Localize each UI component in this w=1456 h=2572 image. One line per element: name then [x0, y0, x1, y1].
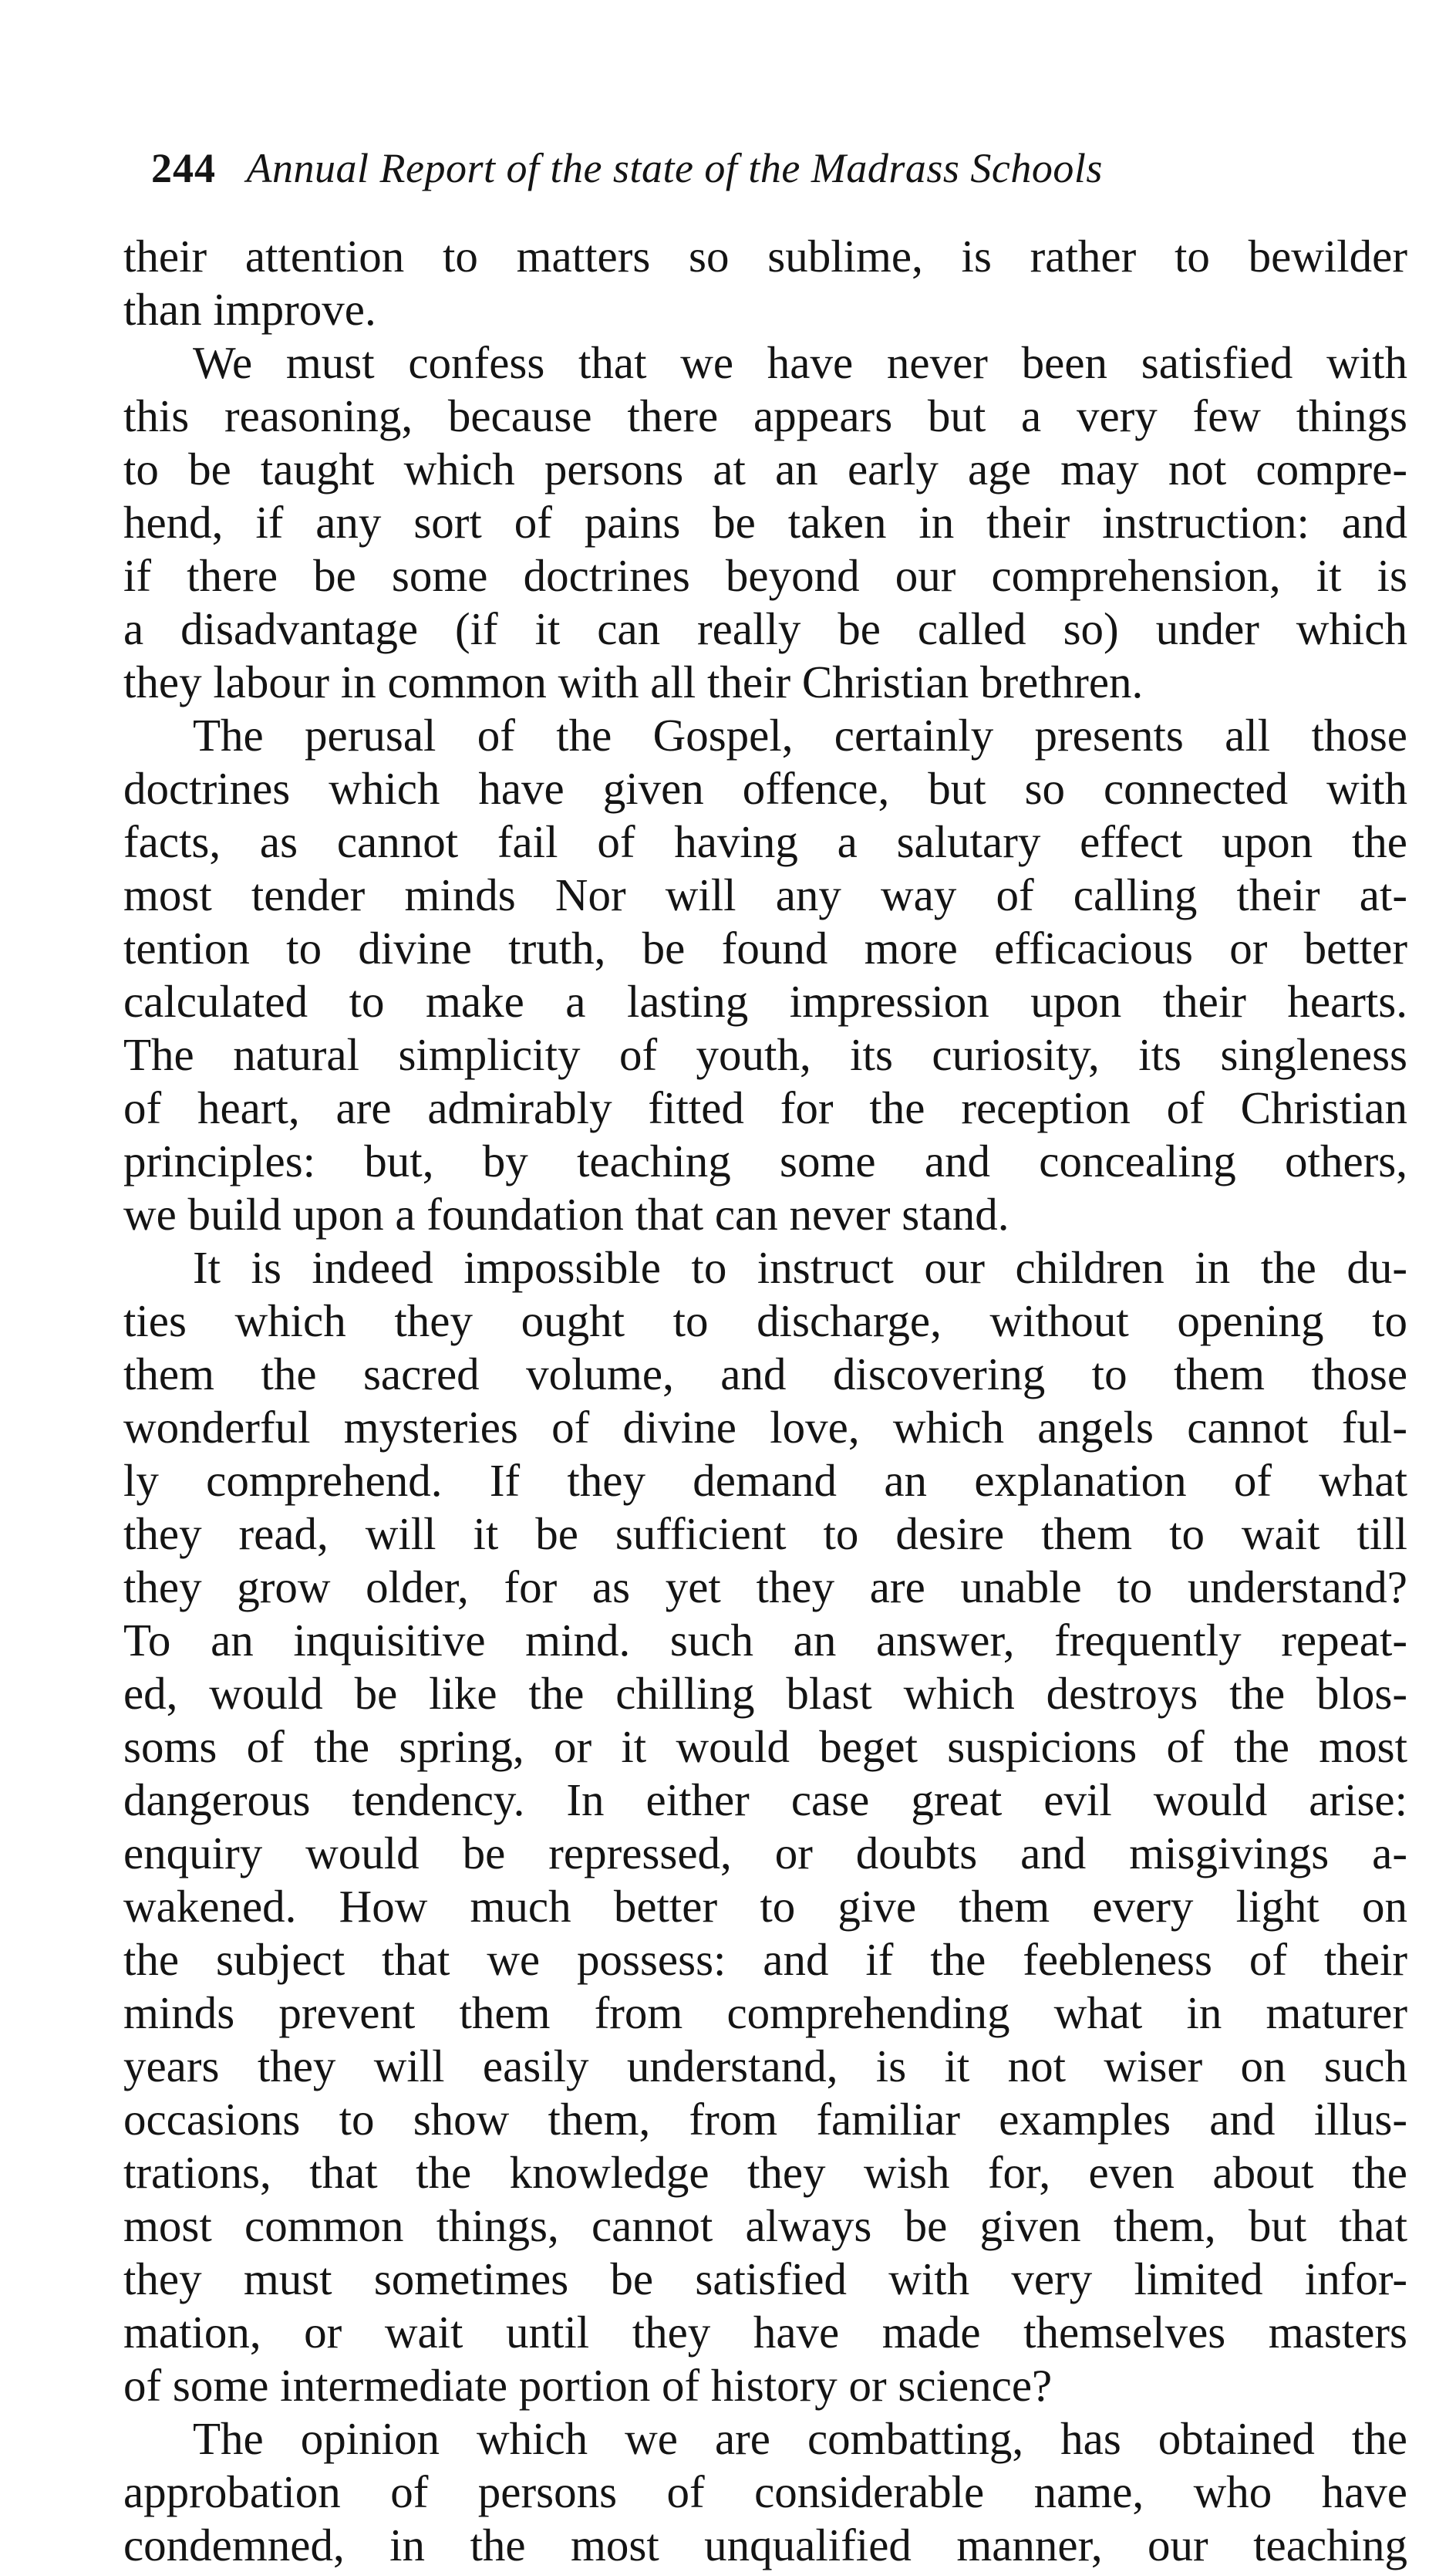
text-line: ly comprehend. If they demand an explanation of what	[123, 1455, 1407, 1506]
text-line: minds prevent them from comprehending what in maturer	[123, 1987, 1407, 2038]
text-line: they grow older, for as yet they are unable to understand?	[123, 1561, 1407, 1612]
text-line: them the sacred volume, and discovering to them those	[123, 1348, 1407, 1399]
running-head	[151, 137, 1354, 199]
text-line: ed, would be like the chilling blast which destroys the blos-	[123, 1668, 1407, 1719]
text-line: a disadvantage (if it can really be called so) under which	[123, 603, 1407, 654]
paragraph-first-line: We must confess that we have never been satisfied with	[193, 337, 1407, 388]
paragraph-first-line: The perusal of the Gospel, certainly presents all those	[193, 710, 1407, 761]
text-line: calculated to make a lasting impression upon their hearts.	[123, 976, 1407, 1027]
text-line: of heart, are admirably fitted for the reception of Christian	[123, 1082, 1407, 1133]
text-line: their attention to matters so sublime, is rather to bewilder	[123, 231, 1407, 282]
text-line: they must sometimes be satisfied with very limited infor-	[123, 2253, 1407, 2304]
text-line: soms of the spring, or it would beget suspicions of the most	[123, 1721, 1407, 1772]
text-line: wakened. How much better to give them every light on	[123, 1881, 1407, 1932]
running-title: Annual Report of the state of the Madrass Schools	[246, 145, 1103, 191]
text-line: facts, as cannot fail of having a salutary effect upon the	[123, 816, 1407, 867]
text-line: if there be some doctrines beyond our comprehension, it is	[123, 550, 1407, 601]
text-line: principles: but, by teaching some and concealing others,	[123, 1136, 1407, 1186]
text-line: to be taught which persons at an early age may not compre-	[123, 444, 1407, 494]
text-line: the subject that we possess: and if the feebleness of their	[123, 1934, 1407, 1985]
text-line: most tender minds Nor will any way of calling their at-	[123, 869, 1407, 920]
text-line: occasions to show them, from familiar examples and illus-	[123, 2094, 1407, 2145]
page-number: 244	[151, 145, 216, 191]
text-line: dangerous tendency. In either case great evil would arise:	[123, 1774, 1407, 1825]
text-line: condemned, in the most unqualified manner, our teaching	[123, 2520, 1407, 2570]
text-line: hend, if any sort of pains be taken in their instruction: and	[123, 497, 1407, 548]
text-line: most common things, cannot always be given them, but that	[123, 2200, 1407, 2251]
text-line: tention to divine truth, be found more efficacious or better	[123, 923, 1407, 974]
text-line: we build upon a foundation that can never stand.	[123, 1189, 1009, 1240]
text-line: To an inquisitive mind. such an answer, frequently repeat-	[123, 1615, 1407, 1666]
text-line: than improve.	[123, 284, 376, 335]
text-line: ties which they ought to discharge, without opening to	[123, 1295, 1407, 1346]
text-line: this reasoning, because there appears but a very few things	[123, 390, 1407, 441]
text-line: wonderful mysteries of divine love, which angels cannot ful-	[123, 1402, 1407, 1453]
text-line: The natural simplicity of youth, its curiosity, its singleness	[123, 1029, 1407, 1080]
text-line: years they will easily understand, is it not wiser on such	[123, 2040, 1407, 2091]
paragraph-first-line: It is indeed impossible to instruct our children in the du-	[193, 1242, 1407, 1293]
text-line: they read, will it be sufficient to desire them to wait till	[123, 1508, 1407, 1559]
text-line: they labour in common with all their Christian brethren.	[123, 657, 1144, 707]
body-text	[123, 230, 1407, 2572]
text-line: mation, or wait until they have made themselves masters	[123, 2307, 1407, 2358]
text-line: of some intermediate portion of history or science?	[123, 2360, 1053, 2411]
text-line: doctrines which have given offence, but so connected with	[123, 763, 1407, 814]
text-line: enquiry would be repressed, or doubts and misgivings a-	[123, 1828, 1407, 1878]
text-line: trations, that the knowledge they wish for, even about the	[123, 2147, 1407, 2198]
text-line: approbation of persons of considerable name, who have	[123, 2466, 1407, 2517]
paragraph-first-line: The opinion which we are combatting, has obtained the	[193, 2413, 1407, 2464]
